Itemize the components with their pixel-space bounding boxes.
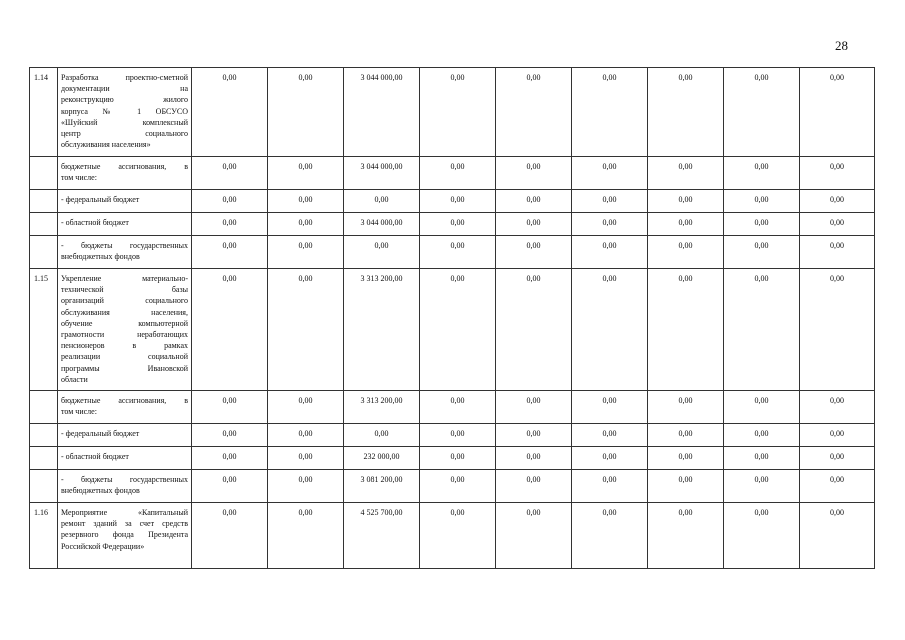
row-index: 1.15 xyxy=(30,269,58,391)
description-line: Мероприятие «Капитальный xyxy=(61,508,188,517)
row-index xyxy=(30,157,58,190)
value-cell: 3 044 000,00 xyxy=(344,213,420,236)
value-cell: 0,00 xyxy=(572,424,648,447)
value-cell: 0,00 xyxy=(648,470,724,503)
row-index xyxy=(30,447,58,470)
description-line: - федеральный бюджет xyxy=(61,429,140,438)
value-cell: 0,00 xyxy=(344,190,420,213)
value-cell: 0,00 xyxy=(192,236,268,269)
row-description xyxy=(58,391,192,424)
row-description xyxy=(58,470,192,503)
row-description xyxy=(58,236,192,269)
value-cell: 0,00 xyxy=(724,157,800,190)
value-cell: 0,00 xyxy=(800,269,875,391)
value-cell: 0,00 xyxy=(268,269,344,391)
value-cell: 0,00 xyxy=(192,424,268,447)
value-cell: 0,00 xyxy=(800,470,875,503)
description-line: Российской Федерации» xyxy=(61,541,145,551)
value-cell: 0,00 xyxy=(192,190,268,213)
value-cell: 0,00 xyxy=(268,447,344,470)
value-cell: 0,00 xyxy=(800,503,875,569)
table-body xyxy=(30,68,875,569)
table-row xyxy=(30,424,875,447)
table-row xyxy=(30,236,875,269)
value-cell: 0,00 xyxy=(268,68,344,157)
value-cell: 0,00 xyxy=(572,503,648,569)
description-line: обслуживания населения, xyxy=(61,307,188,317)
description-line: области xyxy=(61,374,88,384)
value-cell: 0,00 xyxy=(648,157,724,190)
value-cell: 0,00 xyxy=(800,213,875,236)
description-line: Укрепление материально- xyxy=(61,274,188,283)
value-cell: 0,00 xyxy=(192,157,268,190)
value-cell: 0,00 xyxy=(268,470,344,503)
value-cell: 0,00 xyxy=(648,269,724,391)
description-line: реализации социальной xyxy=(61,352,188,362)
value-cell: 0,00 xyxy=(648,447,724,470)
value-cell: 0,00 xyxy=(800,68,875,157)
description-line: корпуса № 1 ОБСУСО xyxy=(61,106,188,116)
value-cell: 0,00 xyxy=(192,503,268,569)
table-row xyxy=(30,470,875,503)
description-line: внебюджетных фондов xyxy=(61,486,140,496)
value-cell: 0,00 xyxy=(572,157,648,190)
value-cell: 0,00 xyxy=(268,391,344,424)
value-cell: 0,00 xyxy=(572,213,648,236)
value-cell: 0,00 xyxy=(572,391,648,424)
value-cell: 0,00 xyxy=(724,213,800,236)
row-index: 1.14 xyxy=(30,68,58,157)
value-cell: 0,00 xyxy=(648,391,724,424)
value-cell: 0,00 xyxy=(496,236,572,269)
description-line: обучение компьютерной xyxy=(61,318,188,328)
value-cell: 0,00 xyxy=(192,68,268,157)
value-cell: 0,00 xyxy=(800,424,875,447)
description-line: программы Ивановской xyxy=(61,363,188,373)
value-cell: 0,00 xyxy=(268,157,344,190)
value-cell: 0,00 xyxy=(496,391,572,424)
description-line: - бюджеты государственных xyxy=(61,475,188,484)
value-cell: 0,00 xyxy=(496,503,572,569)
value-cell: 0,00 xyxy=(268,236,344,269)
row-description xyxy=(58,190,192,213)
value-cell: 0,00 xyxy=(724,447,800,470)
value-cell: 3 313 200,00 xyxy=(344,391,420,424)
row-index: 1.16 xyxy=(30,503,58,569)
value-cell: 0,00 xyxy=(420,424,496,447)
value-cell: 0,00 xyxy=(420,213,496,236)
value-cell: 0,00 xyxy=(192,213,268,236)
page-number: 28 xyxy=(835,38,848,53)
description-line: реконструкцию жилого xyxy=(61,95,188,105)
value-cell: 0,00 xyxy=(800,236,875,269)
row-description xyxy=(58,213,192,236)
value-cell: 0,00 xyxy=(496,213,572,236)
row-description xyxy=(58,424,192,447)
value-cell: 0,00 xyxy=(420,470,496,503)
value-cell: 0,00 xyxy=(648,190,724,213)
value-cell: 0,00 xyxy=(420,269,496,391)
value-cell: 0,00 xyxy=(420,190,496,213)
value-cell: 0,00 xyxy=(344,424,420,447)
description-line: центр социального xyxy=(61,129,188,139)
value-cell: 0,00 xyxy=(724,68,800,157)
value-cell: 0,00 xyxy=(648,68,724,157)
value-cell: 0,00 xyxy=(420,503,496,569)
value-cell: 0,00 xyxy=(420,236,496,269)
value-cell: 0,00 xyxy=(724,424,800,447)
value-cell: 0,00 xyxy=(572,470,648,503)
description-line: ремонт зданий за счет средств xyxy=(61,519,188,529)
value-cell: 0,00 xyxy=(192,391,268,424)
table-row xyxy=(30,503,875,569)
description-line: «Шуйский комплексный xyxy=(61,117,188,127)
value-cell: 4 525 700,00 xyxy=(344,503,420,569)
value-cell: 0,00 xyxy=(420,68,496,157)
value-cell: 0,00 xyxy=(496,157,572,190)
description-line: внебюджетных фондов xyxy=(61,252,140,262)
description-line: бюджетные ассигнования, в xyxy=(61,396,188,405)
value-cell: 0,00 xyxy=(724,269,800,391)
table-row xyxy=(30,447,875,470)
row-description xyxy=(58,157,192,190)
value-cell: 0,00 xyxy=(496,424,572,447)
row-index xyxy=(30,190,58,213)
row-description xyxy=(58,68,192,157)
row-index xyxy=(30,470,58,503)
row-index xyxy=(30,424,58,447)
value-cell: 0,00 xyxy=(496,470,572,503)
budget-table xyxy=(29,67,875,569)
row-description xyxy=(58,269,192,391)
row-description xyxy=(58,503,192,569)
table-row xyxy=(30,269,875,391)
value-cell: 3 313 200,00 xyxy=(344,269,420,391)
row-index xyxy=(30,213,58,236)
description-line: - областной бюджет xyxy=(61,218,129,227)
value-cell: 0,00 xyxy=(648,424,724,447)
value-cell: 0,00 xyxy=(800,447,875,470)
value-cell: 232 000,00 xyxy=(344,447,420,470)
row-description xyxy=(58,447,192,470)
description-line: пенсионеров в рамках xyxy=(61,341,188,351)
value-cell: 0,00 xyxy=(192,470,268,503)
value-cell: 0,00 xyxy=(496,190,572,213)
row-index xyxy=(30,236,58,269)
value-cell: 0,00 xyxy=(572,447,648,470)
value-cell: 0,00 xyxy=(648,503,724,569)
value-cell: 0,00 xyxy=(496,68,572,157)
description-line: - бюджеты государственных xyxy=(61,241,188,250)
value-cell: 0,00 xyxy=(800,157,875,190)
value-cell: 0,00 xyxy=(572,269,648,391)
description-line: документации на xyxy=(61,84,188,94)
value-cell: 0,00 xyxy=(268,503,344,569)
value-cell: 0,00 xyxy=(724,190,800,213)
description-line: грамотности неработающих xyxy=(61,330,188,340)
value-cell: 0,00 xyxy=(268,213,344,236)
value-cell: 0,00 xyxy=(800,190,875,213)
value-cell: 0,00 xyxy=(724,503,800,569)
table-row xyxy=(30,157,875,190)
value-cell: 0,00 xyxy=(648,213,724,236)
description-line: организаций социального xyxy=(61,296,188,306)
value-cell: 0,00 xyxy=(268,190,344,213)
description-line: резервного фонда Президента xyxy=(61,530,188,540)
value-cell: 0,00 xyxy=(496,269,572,391)
value-cell: 0,00 xyxy=(420,157,496,190)
description-line: том числе: xyxy=(61,173,97,183)
value-cell: 0,00 xyxy=(420,391,496,424)
value-cell: 0,00 xyxy=(572,236,648,269)
table-row xyxy=(30,213,875,236)
value-cell: 0,00 xyxy=(192,269,268,391)
value-cell: 0,00 xyxy=(496,447,572,470)
value-cell: 0,00 xyxy=(724,391,800,424)
value-cell: 0,00 xyxy=(268,424,344,447)
value-cell: 3 081 200,00 xyxy=(344,470,420,503)
description-line: - федеральный бюджет xyxy=(61,195,140,204)
description-line: бюджетные ассигнования, в xyxy=(61,162,188,171)
table-row xyxy=(30,190,875,213)
description-line: - областной бюджет xyxy=(61,452,129,461)
value-cell: 0,00 xyxy=(724,236,800,269)
value-cell: 0,00 xyxy=(800,391,875,424)
value-cell: 0,00 xyxy=(572,68,648,157)
value-cell: 3 044 000,00 xyxy=(344,157,420,190)
table-row xyxy=(30,391,875,424)
value-cell: 0,00 xyxy=(344,236,420,269)
value-cell: 0,00 xyxy=(420,447,496,470)
value-cell: 0,00 xyxy=(572,190,648,213)
value-cell: 0,00 xyxy=(724,470,800,503)
table-row xyxy=(30,68,875,157)
row-index xyxy=(30,391,58,424)
description-line: том числе: xyxy=(61,407,97,417)
description-line: Разработка проектно-сметной xyxy=(61,73,188,82)
value-cell: 3 044 000,00 xyxy=(344,68,420,157)
description-line: технической базы xyxy=(61,285,188,295)
value-cell: 0,00 xyxy=(648,236,724,269)
value-cell: 0,00 xyxy=(192,447,268,470)
description-line: обслуживания населения» xyxy=(61,140,151,150)
